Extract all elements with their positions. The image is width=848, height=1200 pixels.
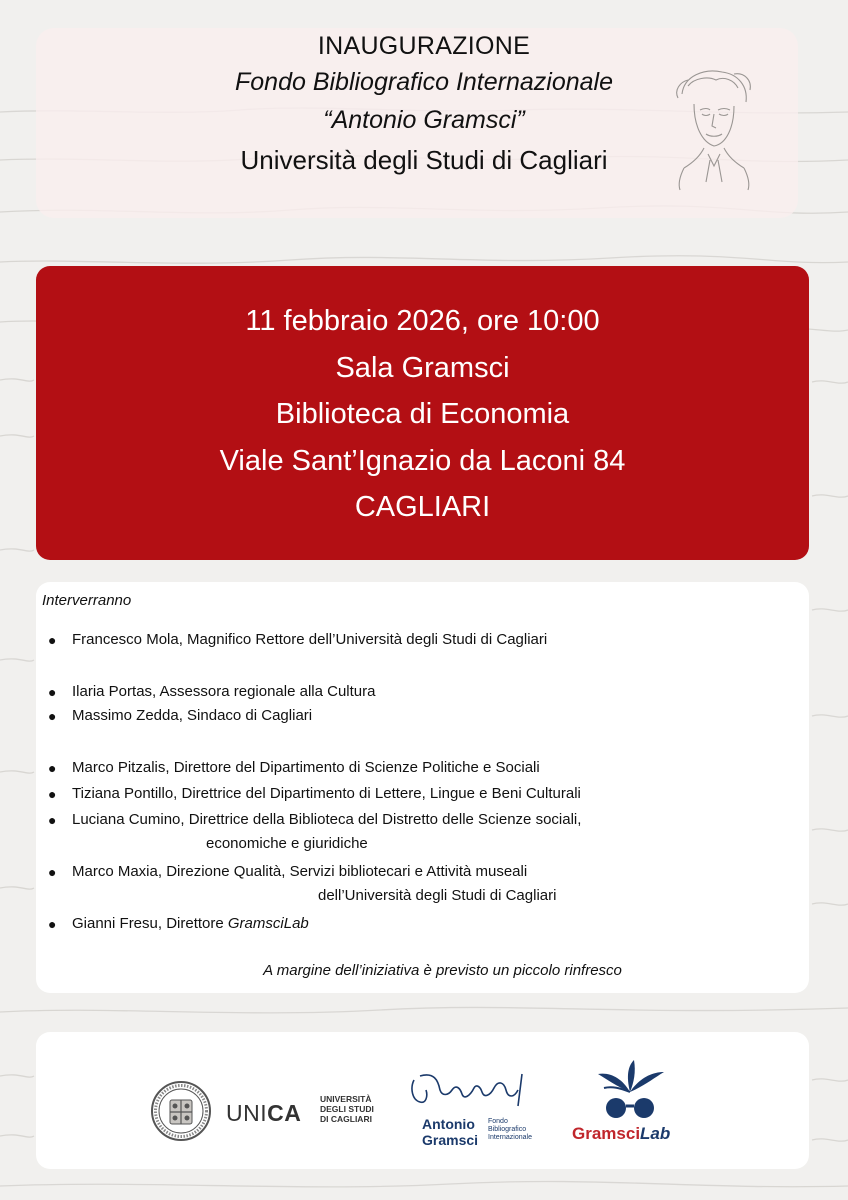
gramsci-portrait-icon — [664, 64, 760, 192]
speaker-text: Ilaria Portas, Assessora regionale alla Cultura — [72, 683, 376, 700]
unica-sub-line: DEGLI STUDI — [320, 1104, 374, 1114]
signature-icon — [404, 1066, 540, 1110]
speaker-text: Francesco Mola, Magnifico Rettore dell’Università degli Studi di Cagliari — [72, 631, 548, 648]
bullet-icon: ● — [48, 684, 57, 700]
logos-panel — [36, 1032, 809, 1169]
gramscilab-word-b: Lab — [640, 1124, 671, 1143]
unica-sub-line: DI CAGLIARI — [320, 1114, 372, 1124]
fondo-gramsci-logo — [422, 1116, 478, 1148]
event-type-heading: INAUGURAZIONE — [317, 32, 531, 60]
speaker-text: Marco Maxia, Direzione Qualità, Servizi bibliotecari e Attività museali — [72, 863, 528, 880]
gramscilab-italic: GramsciLab — [227, 915, 309, 932]
bullet-icon: ● — [48, 864, 57, 880]
unica-wordmark — [226, 1100, 301, 1127]
fund-name-line: Fondo Bibliografico Internazionale — [234, 68, 613, 96]
gramscilab-icon — [592, 1058, 668, 1124]
unica-word-b: CA — [267, 1100, 302, 1126]
event-city: CAGLIARI — [354, 491, 491, 523]
unica-sub-line: UNIVERSITÀ — [320, 1094, 372, 1104]
gramscilab-word-a: Gramsci — [572, 1124, 641, 1143]
event-room: Sala Gramsci — [335, 351, 510, 384]
event-address: Viale Sant’Ignazio da Laconi 84 — [219, 444, 626, 477]
fondo-subtitle — [488, 1118, 532, 1142]
fondo-sub-line: Bibliografico — [488, 1126, 527, 1133]
bullet-icon: ● — [48, 632, 57, 648]
speaker-text: Marco Pitzalis, Direttore del Dipartimento di Scienze Politiche e Sociali — [72, 759, 540, 776]
fondo-sub-line: Fondo — [488, 1118, 508, 1125]
speaker-text-prefix: Gianni Fresu, Direttore — [72, 915, 228, 932]
speaker-text: Luciana Cumino, Direttrice della Biblioteca del Distretto delle Scienze sociali, — [72, 811, 582, 828]
university-seal-icon — [150, 1080, 212, 1142]
event-library: Biblioteca di Economia — [275, 398, 570, 430]
speakers-heading: Interverranno — [42, 592, 132, 609]
bullet-icon: ● — [48, 812, 57, 828]
university-name: Università degli Studi di Cagliari — [240, 145, 608, 175]
unica-word-a: UNI — [226, 1100, 268, 1126]
fondo-name-line2: Gramsci — [422, 1132, 479, 1148]
event-date: 11 febbraio 2026, ore 10:00 — [245, 305, 600, 337]
gramscilab-wordmark — [572, 1124, 670, 1144]
speaker-text: Massimo Zedda, Sindaco di Cagliari — [72, 707, 313, 724]
speakers-panel — [36, 582, 809, 993]
speaker-text-continuation: economiche e giuridiche — [206, 835, 368, 852]
speaker-text — [72, 912, 309, 936]
fund-dedication-line: “Antonio Gramsci” — [323, 106, 525, 134]
speaker-text: Tiziana Pontillo, Direttrice del Dipartimento di Lettere, Lingue e Beni Culturali — [72, 785, 581, 802]
speaker-text-continuation: dell’Università degli Studi di Cagliari — [318, 887, 557, 904]
unica-subtitle — [320, 1094, 374, 1124]
bullet-icon: ● — [48, 786, 57, 802]
fondo-name-line1: Antonio — [422, 1116, 475, 1132]
refreshment-note: A margine dell’iniziativa è previsto un piccolo rinfresco — [263, 962, 622, 979]
event-details-panel — [36, 266, 809, 560]
fondo-sub-line: Internazionale — [488, 1134, 532, 1141]
bullet-icon: ● — [48, 760, 57, 776]
bullet-icon: ● — [48, 708, 57, 724]
bullet-icon: ● — [48, 916, 57, 932]
